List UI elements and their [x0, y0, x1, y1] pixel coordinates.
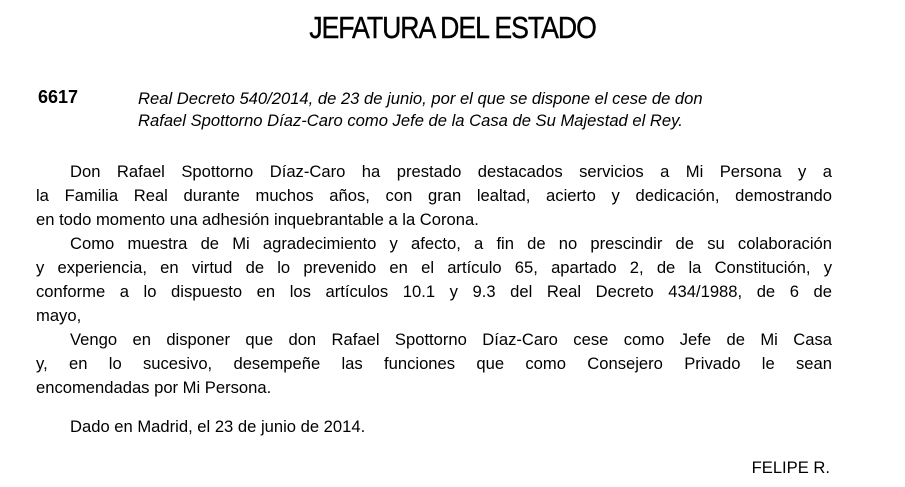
entry-summary: [138, 88, 833, 132]
paragraph-line: la Familia Real durante muchos años, con gran lealtad, acierto y dedicación, demostrando: [36, 186, 832, 205]
paragraph: [36, 160, 832, 232]
paragraph-line: conforme a lo dispuesto en los artículos 10.1 y 9.3 del Real Decreto 434/1988, de 6 de: [36, 282, 832, 301]
entry-number: 6617: [38, 87, 79, 107]
entry-summary-line: Rafael Spottorno Díaz-Caro como Jefe de la Casa de Su Majestad el Rey.: [138, 111, 683, 130]
paragraph-line: en todo momento una adhesión inquebrantable a la Corona.: [36, 210, 479, 229]
paragraph-line: Vengo en disponer que don Rafael Spottorno Díaz-Caro cese como Jefe de Mi Casa: [70, 330, 832, 349]
paragraph-line: encomendadas por Mi Persona.: [36, 378, 272, 397]
paragraph-line: Como muestra de Mi agradecimiento y afecto, a fin de no prescindir de su colaboración: [70, 234, 832, 253]
paragraph-line: y, en lo sucesivo, desempeñe las funciones que como Consejero Privado le sean: [36, 354, 832, 373]
page-header-title: JEFATURA DEL ESTADO: [309, 10, 596, 45]
entry-summary-line: Real Decreto 540/2014, de 23 de junio, por el que se dispone el cese de don: [138, 89, 703, 108]
signature: FELIPE R.: [751, 458, 830, 477]
paragraph: [36, 232, 832, 328]
paragraph: [36, 328, 832, 400]
date-line: Dado en Madrid, el 23 de junio de 2014.: [70, 417, 366, 436]
body-text: [36, 160, 832, 400]
paragraph-line: y experiencia, en virtud de lo prevenido en el artículo 65, apartado 2, de la Constitución, y: [36, 258, 832, 277]
paragraph-line: Don Rafael Spottorno Díaz-Caro ha prestado destacados servicios a Mi Persona y a: [70, 162, 832, 181]
paragraph-line: mayo,: [36, 306, 82, 325]
